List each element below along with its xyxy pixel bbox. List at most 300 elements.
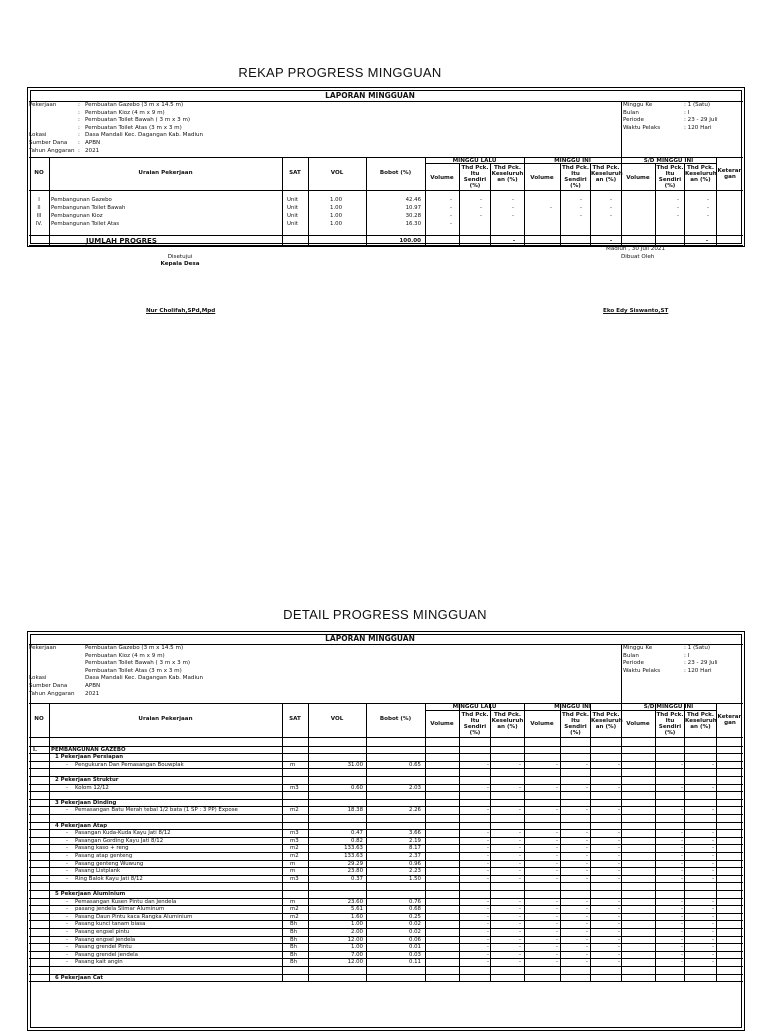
- item-sat: Bh: [290, 944, 298, 951]
- item-bullet: -: [66, 951, 68, 958]
- col-thd-itu: Thd Pck. Itu Sendiri (%): [461, 165, 489, 189]
- item-dash: -: [712, 860, 714, 867]
- item-dash: -: [712, 784, 714, 791]
- rule: [716, 703, 717, 981]
- section-title: PEMBANGUNAN GAZEBO: [51, 746, 126, 753]
- item-bobot: 0.96: [408, 860, 421, 867]
- item-bullet: -: [66, 944, 68, 951]
- value: Dasa Mandali Kec. Dagangan Kab. Madiun: [85, 675, 204, 682]
- label: Tahun Anggaran: [29, 147, 75, 154]
- item-dash: -: [681, 906, 683, 913]
- item-dash: -: [618, 944, 620, 951]
- item-bobot: 3.66: [408, 830, 421, 837]
- detail-page-title: DETAIL PROGRESS MINGGUAN: [283, 607, 487, 622]
- item-dash: -: [712, 845, 714, 852]
- rekap-report-title: LAPORAN MINGGUAN: [325, 91, 415, 100]
- rule: [29, 822, 743, 823]
- rule: [366, 703, 367, 981]
- col-sd-minggu-ini: S/D MINGGU INI: [643, 158, 694, 164]
- value: : 120 Hari: [684, 667, 712, 674]
- item-dash: -: [487, 860, 489, 867]
- label: Sumber Dana: [29, 139, 68, 146]
- value: Pembuatan Gazebo (3 m x 14.5 m): [85, 645, 184, 651]
- item-dash: -: [586, 906, 588, 913]
- item-bullet: -: [66, 906, 68, 913]
- item-vol: 0.82: [350, 837, 363, 844]
- item-bullet: -: [66, 868, 68, 875]
- rekap-period-labels: [623, 102, 660, 132]
- item-vol: 23.60: [347, 898, 363, 905]
- item-dash: -: [618, 929, 620, 935]
- colon: :: [78, 109, 80, 116]
- item-bobot: 2.19: [408, 837, 421, 844]
- item-sat: Bh: [290, 951, 298, 958]
- row-dash: -: [677, 197, 679, 203]
- row-dash: -: [480, 213, 482, 219]
- item-dash: -: [519, 913, 521, 920]
- col-thd-kes: Thd Pck. Keseluruh an (%): [685, 712, 717, 730]
- item-dash: -: [487, 906, 489, 913]
- item-dash: -: [487, 807, 489, 814]
- item-dash: -: [519, 951, 521, 958]
- label: Minggu Ke: [623, 102, 653, 108]
- col-thd-itu: Thd Pck. Itu Sendiri (%): [656, 165, 684, 189]
- item-dash: -: [519, 906, 521, 913]
- total-label: JUMLAH PROGRES: [86, 237, 157, 245]
- item-dash: -: [712, 830, 714, 837]
- col-thd-kes: Thd Pck. Keseluruh an (%): [685, 165, 717, 183]
- item-dash: -: [519, 921, 521, 928]
- item-dash: -: [556, 944, 558, 951]
- col-thd-kes: Thd Pck. Keseluruh an (%): [491, 712, 524, 730]
- item-dash: -: [556, 898, 558, 905]
- item-dash: -: [556, 951, 558, 958]
- item-bobot: 8.17: [408, 845, 421, 852]
- item-dash: -: [487, 837, 489, 844]
- item-name: Pemasangan Kusen Pintu dan Jendela: [75, 898, 177, 905]
- total-dash: -: [609, 238, 613, 244]
- col-minggu-lalu: MINGGU LALU: [452, 704, 497, 710]
- item-vol: 1.00: [350, 944, 363, 951]
- item-bullet: -: [66, 845, 68, 852]
- item-sat: m2: [290, 845, 299, 852]
- item-bobot: 0.76: [408, 898, 421, 905]
- row-dash: -: [580, 213, 582, 219]
- rule: [459, 710, 460, 737]
- item-dash: -: [586, 921, 588, 928]
- item-dash: -: [556, 913, 558, 920]
- rule: [560, 703, 561, 981]
- item-vol: 12.00: [347, 959, 363, 966]
- rule: [29, 981, 743, 982]
- row-name: Pembangunan Toilet Atas: [51, 221, 120, 227]
- row-bobot: 16.30: [405, 221, 421, 227]
- item-dash: -: [712, 944, 714, 951]
- col-thd-kes: Thd Pck. Keseluruh an (%): [491, 165, 524, 183]
- col-volume: Volume: [626, 721, 650, 727]
- rule: [308, 703, 309, 981]
- row-dash: -: [580, 197, 582, 203]
- item-bobot: 0.68: [408, 906, 421, 913]
- row-dash: -: [610, 205, 612, 211]
- item-dash: -: [586, 761, 588, 768]
- label: Bulan: [623, 652, 639, 659]
- item-bullet: -: [66, 959, 68, 966]
- detail-report-title: LAPORAN MINGGUAN: [325, 634, 415, 643]
- item-vol: 23.80: [347, 868, 363, 875]
- rule: [29, 799, 743, 800]
- item-dash: -: [556, 906, 558, 913]
- row-dash: -: [450, 213, 452, 219]
- approved-label: Disetujui: [167, 254, 193, 260]
- item-bobot: 2.23: [408, 868, 421, 875]
- item-dash: -: [556, 830, 558, 837]
- item-dash: -: [681, 830, 683, 837]
- item-dash: -: [487, 913, 489, 920]
- row-dash: -: [707, 205, 709, 211]
- made-by: Dibuat Oleh: [621, 254, 655, 260]
- item-sat: m: [290, 898, 296, 905]
- item-name: Pasang engsel jendela: [75, 936, 136, 943]
- item-dash: -: [556, 845, 558, 852]
- item-dash: -: [519, 929, 521, 935]
- item-dash: -: [618, 951, 620, 958]
- col-thd-kes: Thd Pck. Keseluruh an (%): [591, 165, 623, 183]
- item-vol: 0.60: [350, 784, 363, 791]
- value: : I: [684, 652, 690, 659]
- row-name: Pembangunan Toilet Bawah: [51, 205, 126, 211]
- label: Waktu Pelaks: [623, 667, 661, 674]
- col-minggu-lalu: MINGGU LALU: [452, 158, 497, 164]
- row-vol: 1.00: [330, 213, 343, 219]
- item-dash: -: [681, 860, 683, 867]
- item-bobot: 0.02: [408, 921, 421, 928]
- item-dash: -: [586, 784, 588, 791]
- label: Lokasi: [29, 675, 47, 682]
- item-dash: -: [556, 784, 558, 791]
- label: Periode: [623, 117, 644, 124]
- rule: [524, 703, 525, 981]
- rule: [29, 746, 743, 747]
- item-dash: -: [712, 913, 714, 920]
- item-bobot: 0.06: [408, 936, 421, 943]
- item-dash: -: [681, 898, 683, 905]
- rule: [621, 703, 622, 981]
- approved-name: Nur Cholifah,SPd,Mpd: [146, 308, 216, 314]
- item-dash: -: [586, 944, 588, 951]
- item-dash: -: [586, 929, 588, 935]
- value: Dasa Mandali Kec. Dagangan Kab. Madiun: [85, 132, 204, 139]
- row-dash: -: [580, 205, 582, 211]
- rekap-info-labels: [29, 102, 75, 155]
- rule: [590, 703, 591, 981]
- item-sat: Bh: [290, 936, 298, 943]
- col-uraian: Uraian Pekerjaan: [138, 170, 193, 176]
- item-dash: -: [681, 951, 683, 958]
- item-vol: 5.61: [350, 906, 363, 913]
- item-dash: -: [519, 959, 521, 966]
- item-bullet: -: [66, 807, 68, 814]
- item-sat: Bh: [290, 959, 298, 966]
- value: APBN: [85, 682, 101, 689]
- item-dash: -: [487, 951, 489, 958]
- row-vol: 1.00: [330, 197, 343, 203]
- colon: :: [78, 124, 80, 131]
- col-minggu-ini: MINGGU INI: [554, 704, 591, 710]
- item-dash: -: [618, 784, 620, 791]
- group-title: 1 Pekerjaan Persiapan: [55, 754, 124, 761]
- item-dash: -: [556, 875, 558, 882]
- item-dash: -: [487, 898, 489, 905]
- col-bobot: Bobot (%): [379, 170, 412, 176]
- item-bullet: -: [66, 929, 68, 935]
- total-dash: -: [512, 238, 516, 244]
- item-dash: -: [618, 837, 620, 844]
- rule: [684, 703, 685, 981]
- rule: [29, 814, 743, 815]
- item-dash: -: [712, 853, 714, 859]
- item-dash: -: [712, 875, 714, 882]
- item-dash: -: [618, 906, 620, 913]
- item-name: Pasang Daun Pintu kaca Rangka Aluminium: [75, 913, 193, 920]
- row-vol: 1.00: [330, 205, 343, 211]
- rule: [282, 703, 283, 981]
- item-dash: -: [618, 868, 620, 875]
- item-dash: -: [519, 830, 521, 837]
- item-name: Pasang kaso + reng: [75, 845, 129, 852]
- row-no: II: [37, 205, 41, 211]
- item-dash: -: [586, 936, 588, 943]
- item-dash: -: [556, 860, 558, 867]
- item-dash: -: [618, 936, 620, 943]
- row-dash: -: [610, 213, 612, 219]
- item-dash: -: [487, 959, 489, 966]
- row-vol: 1.00: [330, 221, 343, 227]
- item-dash: -: [618, 845, 620, 852]
- item-dash: -: [556, 868, 558, 875]
- item-name: Pasang atap genteng: [75, 853, 133, 859]
- item-dash: -: [681, 944, 683, 951]
- group-title: 6 Pekerjaan Cat: [55, 974, 103, 981]
- rule: [459, 703, 460, 981]
- item-sat: m3: [290, 830, 299, 837]
- row-dash: -: [610, 197, 612, 203]
- label: [29, 653, 75, 661]
- item-dash: -: [487, 875, 489, 882]
- item-dash: -: [586, 807, 588, 814]
- item-dash: -: [681, 807, 683, 814]
- value: 2021: [85, 690, 100, 697]
- item-sat: m3: [290, 784, 299, 791]
- label: [29, 660, 75, 668]
- col-thd-itu: Thd Pck. Itu Sendiri (%): [656, 712, 684, 736]
- item-dash: -: [618, 913, 620, 920]
- row-dash: -: [480, 205, 482, 211]
- item-dash: -: [519, 944, 521, 951]
- item-bobot: 1.50: [408, 875, 421, 882]
- item-dash: -: [556, 921, 558, 928]
- item-dash: -: [519, 860, 521, 867]
- item-dash: -: [618, 875, 620, 882]
- item-sat: m2: [290, 913, 299, 920]
- label: Pekerjaan: [29, 645, 57, 651]
- item-sat: m2: [290, 906, 299, 913]
- item-vol: 1.60: [350, 913, 363, 920]
- item-sat: m: [290, 860, 296, 867]
- item-dash: -: [487, 921, 489, 928]
- item-vol: 7.00: [350, 951, 363, 958]
- item-dash: -: [586, 875, 588, 882]
- item-dash: -: [712, 868, 714, 875]
- rekap-page-title: REKAP PROGRESS MINGGUAN: [238, 65, 442, 80]
- item-bobot: 0.01: [408, 944, 421, 951]
- value: : 23 - 29 Juli: [684, 117, 718, 124]
- label: Minggu Ke: [623, 645, 653, 651]
- rule: [29, 753, 743, 754]
- col-sat: SAT: [289, 716, 301, 722]
- item-dash: -: [586, 898, 588, 905]
- value: Pembuatan Gazebo (3 m x 14.5 m): [85, 102, 184, 108]
- item-bobot: 2.03: [408, 784, 421, 791]
- item-sat: Bh: [290, 929, 298, 935]
- item-dash: -: [487, 845, 489, 852]
- item-dash: -: [519, 784, 521, 791]
- group-title: 2 Pekerjaan Struktur: [55, 777, 119, 783]
- item-bullet: -: [66, 898, 68, 905]
- detail-period-labels: [623, 645, 660, 675]
- item-dash: -: [556, 837, 558, 844]
- col-keterangan: Keteran gan: [717, 714, 743, 726]
- item-dash: -: [586, 860, 588, 867]
- col-minggu-ini: MINGGU INI: [554, 158, 591, 164]
- row-dash: -: [677, 213, 679, 219]
- total-dash: -: [705, 238, 709, 244]
- col-sd-minggu-ini: S/D MINGGU INI: [643, 704, 694, 710]
- item-bullet: -: [66, 913, 68, 920]
- detail-info-values: [85, 645, 203, 698]
- value: : 23 - 29 Juli: [684, 660, 718, 667]
- item-vol: 1.00: [350, 921, 363, 928]
- item-sat: m2: [290, 853, 299, 859]
- label: Sumber Dana: [29, 682, 68, 689]
- item-dash: -: [712, 936, 714, 943]
- item-dash: -: [556, 929, 558, 935]
- item-dash: -: [519, 868, 521, 875]
- item-dash: -: [712, 837, 714, 844]
- group-title: 3 Pekerjaan Dinding: [55, 799, 117, 806]
- item-dash: -: [681, 784, 683, 791]
- rule: [29, 890, 743, 891]
- col-volume: Volume: [430, 175, 454, 181]
- item-dash: -: [618, 898, 620, 905]
- value: : 1 (Satu): [684, 102, 711, 108]
- value: 2021: [85, 147, 100, 154]
- item-name: Pasang genteng Wuwung: [75, 860, 144, 867]
- item-dash: -: [618, 830, 620, 837]
- rule: [29, 791, 743, 792]
- item-name: Kolom 12/12: [75, 784, 109, 791]
- item-sat: m3: [290, 875, 299, 882]
- item-dash: -: [712, 906, 714, 913]
- item-name: Pasang grendel Pintu: [75, 944, 132, 951]
- item-sat: m: [290, 761, 296, 768]
- approved-title: Kepala Desa: [160, 261, 200, 267]
- item-dash: -: [519, 845, 521, 852]
- item-dash: -: [681, 936, 683, 943]
- item-dash: -: [586, 868, 588, 875]
- value: Pembuatan Kioz (4 m x 9 m): [85, 652, 165, 659]
- item-bobot: 0.03: [408, 951, 421, 958]
- item-dash: -: [712, 951, 714, 958]
- value: Pembuatan Toilet Atas (3 m x 3 m): [85, 124, 182, 131]
- item-name: Pasang Listplank: [75, 868, 121, 875]
- row-dash: -: [677, 205, 679, 211]
- rule: [29, 768, 743, 769]
- value: Pembuatan Toilet Bawah ( 3 m x 3 m): [85, 660, 191, 667]
- item-dash: -: [487, 761, 489, 768]
- item-dash: -: [556, 807, 558, 814]
- item-bobot: 0.11: [408, 959, 421, 966]
- item-bobot: 0.02: [408, 929, 421, 935]
- item-dash: -: [586, 951, 588, 958]
- value: : I: [684, 109, 690, 116]
- item-dash: -: [618, 921, 620, 928]
- item-dash: -: [681, 845, 683, 852]
- col-uraian: Uraian Pekerjaan: [138, 716, 193, 722]
- col-no: NO: [34, 716, 44, 722]
- group-title: 5 Pekerjaan Aluminium: [55, 891, 126, 897]
- item-dash: -: [712, 898, 714, 905]
- item-name: Pengukuran Dan Pemasangan Bouwplak: [75, 761, 184, 768]
- item-vol: 133.63: [344, 845, 363, 852]
- value: : 1 (Satu): [684, 645, 711, 651]
- item-dash: -: [618, 860, 620, 867]
- item-dash: -: [487, 853, 489, 859]
- item-bullet: -: [66, 875, 68, 882]
- item-bullet: -: [66, 936, 68, 943]
- col-thd-itu: Thd Pck. Itu Sendiri (%): [561, 712, 589, 736]
- item-dash: -: [487, 868, 489, 875]
- item-dash: -: [681, 761, 683, 768]
- row-dash: -: [707, 213, 709, 219]
- item-dash: -: [618, 853, 620, 859]
- item-bobot: 2.37: [408, 853, 421, 859]
- detail-period-values: [684, 645, 718, 675]
- item-dash: -: [487, 929, 489, 935]
- item-name: Pasangan Gording Kayu Jati 8/12: [75, 837, 164, 844]
- item-name: Pasang kait angin: [75, 959, 123, 966]
- item-dash: -: [681, 875, 683, 882]
- item-dash: -: [681, 868, 683, 875]
- row-sat: Unit: [287, 197, 298, 203]
- item-bullet: -: [66, 853, 68, 859]
- item-dash: -: [618, 959, 620, 966]
- col-vol: VOL: [330, 716, 344, 722]
- item-dash: -: [487, 830, 489, 837]
- rule: [490, 703, 491, 981]
- rule: [29, 776, 743, 777]
- row-dash: -: [480, 197, 482, 203]
- total-value: 100.00: [399, 238, 421, 244]
- col-thd-kes: Thd Pck. Keseluruh an (%): [591, 712, 623, 730]
- item-name: Pasang kunci tanam biasa: [75, 921, 146, 928]
- item-bullet: -: [66, 837, 68, 844]
- rule: [655, 703, 656, 981]
- item-vol: 31.00: [347, 761, 363, 768]
- item-vol: 0.37: [350, 875, 363, 882]
- detail-info-labels: [29, 645, 75, 698]
- row-sat: Unit: [287, 213, 298, 219]
